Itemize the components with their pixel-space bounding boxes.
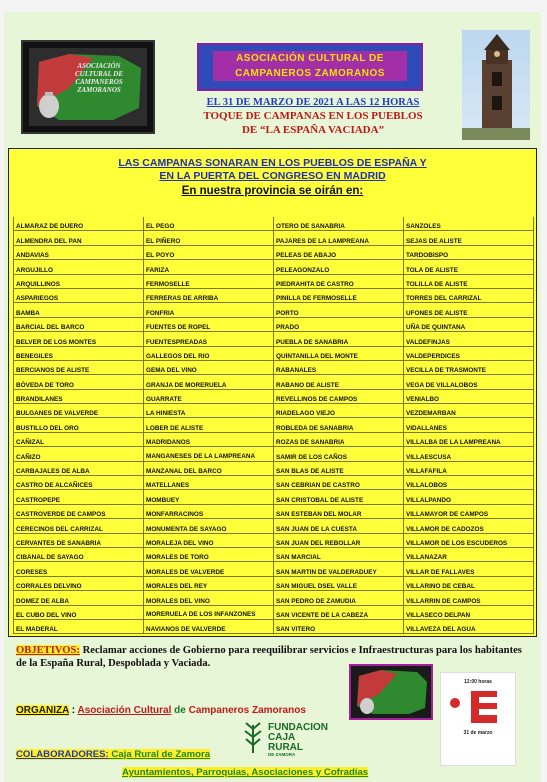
town-cell: SAMIR DE LOS CAÑOS <box>274 447 404 461</box>
town-cell: SAN MARTIN DE VALDERADUEY <box>274 562 404 576</box>
town-cell: VILLAVEZA DEL AGUA <box>404 619 534 633</box>
collaborators-line <box>16 749 210 760</box>
table-row <box>14 447 534 461</box>
town-cell: BAMBA <box>14 303 144 317</box>
town-cell: VEZDEMARBAN <box>404 404 534 418</box>
town-cell: VILLAESCUSA <box>404 447 534 461</box>
poster-e-icon <box>441 685 515 725</box>
town-cell: MORALES DE TORO <box>144 547 274 561</box>
town-cell: PUEBLA DE SANABRIA <box>274 332 404 346</box>
organizer-label: ORGANIZA <box>16 705 69 716</box>
town-cell: VILLALBA DE LA LAMPREANA <box>404 432 534 446</box>
table-row <box>14 432 534 446</box>
town-cell: RIADELAGO VIEJO <box>274 404 404 418</box>
town-cell: CIBANAL DE SAYAGO <box>14 547 144 561</box>
table-row <box>14 245 534 259</box>
towns-panel <box>8 148 537 637</box>
town-cell: PELEAGONZALO <box>274 260 404 274</box>
towns-title-2: EN LA PUERTA DEL CONGRESO EN MADRID <box>159 170 386 182</box>
town-cell: MANGANESES DE LA LAMPREANA <box>144 447 274 461</box>
town-cell: QUINTANILLA DEL MONTE <box>274 346 404 360</box>
town-cell: ANDAVIAS <box>14 245 144 259</box>
table-row <box>14 591 534 605</box>
town-cell: FERMOSELLE <box>144 274 274 288</box>
town-cell: EL POYO <box>144 245 274 259</box>
town-cell: TORRES DEL CARRIZAL <box>404 288 534 302</box>
town-cell: CASTROVERDE DE CAMPOS <box>14 504 144 518</box>
town-cell: UÑA DE QUINTANA <box>404 317 534 331</box>
town-cell: FUENTES DE ROPEL <box>144 317 274 331</box>
table-row <box>14 303 534 317</box>
table-row <box>14 288 534 302</box>
town-cell: SAN BLAS DE ALISTE <box>274 461 404 475</box>
bell-tower-icon <box>462 30 530 140</box>
town-cell: ALMENDRA DEL PAN <box>14 231 144 245</box>
town-cell: VALDEFINJAS <box>404 332 534 346</box>
town-cell: LA HINIESTA <box>144 404 274 418</box>
town-cell: MONUMENTA DE SAYAGO <box>144 519 274 533</box>
town-cell: REVELLINOS DE CAMPOS <box>274 389 404 403</box>
poster-page <box>4 12 541 782</box>
town-cell: PAJARES DE LA LAMPREANA <box>274 231 404 245</box>
town-cell: GUARRATE <box>144 389 274 403</box>
town-cell: VILLARINO DE CEBAL <box>404 576 534 590</box>
town-cell: MORALES DE VALVERDE <box>144 562 274 576</box>
town-cell: EL PIÑERO <box>144 231 274 245</box>
town-cell: SANZOLES <box>404 217 534 231</box>
town-cell: PORTO <box>274 303 404 317</box>
table-row <box>14 360 534 374</box>
town-cell: TARDOBISPO <box>404 245 534 259</box>
town-cell: VILLAMOR DE CADOZOS <box>404 519 534 533</box>
collaborators-others: Ayuntamientos, Parroquias, Asociaciones y Cofradías <box>122 767 369 778</box>
town-cell: CARBAJALES DE ALBA <box>14 461 144 475</box>
towns-title-1: LAS CAMPANAS SONARAN EN LOS PUEBLOS DE ESPAÑA Y <box>118 157 427 169</box>
town-cell: LOBER DE ALISTE <box>144 418 274 432</box>
town-cell: PINILLA DE FERMOSELLE <box>274 288 404 302</box>
town-cell: VALDEPERDICES <box>404 346 534 360</box>
town-cell: VECILLA DE TRASMONTE <box>404 360 534 374</box>
town-cell: VILLALOBOS <box>404 476 534 490</box>
table-row <box>14 332 534 346</box>
table-row <box>14 533 534 547</box>
town-cell: GRANJA DE MORERUELA <box>144 375 274 389</box>
table-row <box>14 274 534 288</box>
town-cell: VILLAMOR DE LOS ESCUDEROS <box>404 533 534 547</box>
objectives-label: OBJETIVOS: <box>16 645 80 656</box>
table-row <box>14 490 534 504</box>
town-cell: SAN CRISTOBAL DE ALISTE <box>274 490 404 504</box>
wheat-icon <box>240 719 266 755</box>
town-cell: BULGANES DE VALVERDE <box>14 404 144 418</box>
association-logo <box>21 40 155 134</box>
collaborators-label: COLABORADORES: <box>16 749 109 760</box>
event-subtitle-1: TOQUE DE CAMPANAS EN LOS PUEBLOS <box>203 110 423 122</box>
town-cell: TOLA DE ALISTE <box>404 260 534 274</box>
table-row <box>14 519 534 533</box>
town-cell: DOMEZ DE ALBA <box>14 591 144 605</box>
town-cell: NAVIANOS DE VALVERDE <box>144 619 274 633</box>
table-row <box>14 404 534 418</box>
town-cell: VILLAFAFILA <box>404 461 534 475</box>
town-cell: EL CUBO DEL VINO <box>14 605 144 619</box>
town-cell: ARQUILLINOS <box>14 274 144 288</box>
town-cell: CASTROPEPE <box>14 490 144 504</box>
table-row <box>14 375 534 389</box>
town-cell: MATELLANES <box>144 476 274 490</box>
town-cell: ASPARIEGOS <box>14 288 144 302</box>
town-cell: MORALES DEL VINO <box>144 591 274 605</box>
town-cell: ROZAS DE SANABRIA <box>274 432 404 446</box>
town-cell: BÓVEDA DE TORO <box>14 375 144 389</box>
table-row <box>14 576 534 590</box>
town-cell: ALMARAZ DE DUERO <box>14 217 144 231</box>
town-cell: ARGUJILLO <box>14 260 144 274</box>
objectives-body: Reclamar acciones de Gobierno para reequilibrar servicios e Infraestructuras para los habitantes de la España Rural, Despoblada y Vaciada. <box>16 645 522 669</box>
table-row <box>14 418 534 432</box>
town-cell: RABANO DE ALISTE <box>274 375 404 389</box>
table-row <box>14 231 534 245</box>
town-cell: FUENTESPREADAS <box>144 332 274 346</box>
town-cell: EL MADERAL <box>14 619 144 633</box>
town-cell: CAÑIZO <box>14 447 144 461</box>
event-date: EL 31 DE MARZO DE 2021 A LAS 12 HORAS <box>206 97 420 108</box>
town-cell: VILLARRIN DE CAMPOS <box>404 591 534 605</box>
table-row <box>14 504 534 518</box>
table-row <box>14 619 534 633</box>
fundacion-caja-rural-logo: FUNDACION CAJA RURAL DE ZAMORA <box>240 719 330 759</box>
town-cell: CERVANTES DE SANABRIA <box>14 533 144 547</box>
town-cell: PELEAS DE ABAJO <box>274 245 404 259</box>
town-cell: VILLAMAYOR DE CAMPOS <box>404 504 534 518</box>
table-row <box>14 260 534 274</box>
town-cell: SAN ESTEBAN DEL MOLAR <box>274 504 404 518</box>
town-cell: BARCIAL DEL BARCO <box>14 317 144 331</box>
town-cell: FONFRIA <box>144 303 274 317</box>
table-row <box>14 476 534 490</box>
town-cell: ROBLEDA DE SANABRIA <box>274 418 404 432</box>
town-cell: CERECINOS DEL CARRIZAL <box>14 519 144 533</box>
town-cell: MORERUELA DE LOS INFANZONES <box>144 605 274 619</box>
table-row <box>14 461 534 475</box>
town-cell: MOMBUEY <box>144 490 274 504</box>
town-cell: BERCIANOS DE ALISTE <box>14 360 144 374</box>
town-cell: VENIALBO <box>404 389 534 403</box>
table-row <box>14 547 534 561</box>
bell-tower-photo <box>462 30 530 140</box>
town-cell: SAN JUAN DE LA CUESTA <box>274 519 404 533</box>
town-cell: RABANALES <box>274 360 404 374</box>
town-cell: SEJAS DE ALISTE <box>404 231 534 245</box>
town-cell: GEMA DEL VINO <box>144 360 274 374</box>
table-row <box>14 562 534 576</box>
town-cell: VILLALPANDO <box>404 490 534 504</box>
town-cell: SAN PEDRO DE ZAMUDIA <box>274 591 404 605</box>
town-cell: UFONES DE ALISTE <box>404 303 534 317</box>
town-cell: SAN MARCIAL <box>274 547 404 561</box>
town-cell: VIDALLANES <box>404 418 534 432</box>
town-cell: SAN VICENTE DE LA CABEZA <box>274 605 404 619</box>
town-cell: EL PEGO <box>144 217 274 231</box>
table-row <box>14 317 534 331</box>
collaborator-caja-rural: Caja Rural de Zamora <box>108 749 211 760</box>
town-cell: MORALES DEL REY <box>144 576 274 590</box>
town-cell: CAÑIZAL <box>14 432 144 446</box>
town-cell: VILLASECO DELPAN <box>404 605 534 619</box>
town-cell: MADRIDANOS <box>144 432 274 446</box>
objectives-text <box>16 645 530 670</box>
town-cell: VILLAR DE FALLAVES <box>404 562 534 576</box>
town-cell: FERRERAS DE ARRIBA <box>144 288 274 302</box>
event-subtitle-2: DE “LA ESPAÑA VACIADA” <box>241 124 385 136</box>
town-cell: TOLILLA DE ALISTE <box>404 274 534 288</box>
association-title: ASOCIACIÓN CULTURAL DE CAMPANEROS ZAMORANOS <box>197 43 423 91</box>
town-cell: MANZANAL DEL BARCO <box>144 461 274 475</box>
town-cell: CORESES <box>14 562 144 576</box>
town-cell: BUSTILLO DEL ORO <box>14 418 144 432</box>
organizer-line: ORGANIZA : Asociación Cultural de Campaneros Zamoranos <box>16 705 306 716</box>
event-poster-thumbnail: 12:00 horas 31 de marzo <box>440 672 516 766</box>
town-cell: SAN MIGUEL DSEL VALLE <box>274 576 404 590</box>
town-cell: BRANDILANES <box>14 389 144 403</box>
town-cell: GALLEGOS DEL RIO <box>144 346 274 360</box>
town-cell: PRADO <box>274 317 404 331</box>
town-cell: CASTRO DE ALCAÑICES <box>14 476 144 490</box>
towns-subtitle: En nuestra provincia se oirán en: <box>181 185 364 197</box>
table-row <box>14 389 534 403</box>
town-cell: BENEGILES <box>14 346 144 360</box>
table-row <box>14 605 534 619</box>
town-cell: SAN CEBRIAN DE CASTRO <box>274 476 404 490</box>
town-cell: OTERO DE SANABRIA <box>274 217 404 231</box>
town-cell: VEGA DE VILLALOBOS <box>404 375 534 389</box>
organizer-logo <box>349 664 433 720</box>
town-cell: MORALEJA DEL VINO <box>144 533 274 547</box>
town-cell: SAN VITERO <box>274 619 404 633</box>
town-cell: FARIZA <box>144 260 274 274</box>
bell-map-icon <box>351 666 431 718</box>
towns-table <box>13 217 534 634</box>
town-cell: VILLANAZAR <box>404 547 534 561</box>
table-row <box>14 346 534 360</box>
logo-text: ASOCIACIÓN CULTURAL DE CAMPANEROS ZAMORANOS <box>74 62 124 94</box>
town-cell: SAN JUAN DEL REBOLLAR <box>274 533 404 547</box>
town-cell: CORRALES DELVINO <box>14 576 144 590</box>
town-cell: MONFARRACINOS <box>144 504 274 518</box>
town-cell: BELVER DE LOS MONTES <box>14 332 144 346</box>
table-row <box>14 217 534 231</box>
town-cell: PIEDRAHITA DE CASTRO <box>274 274 404 288</box>
